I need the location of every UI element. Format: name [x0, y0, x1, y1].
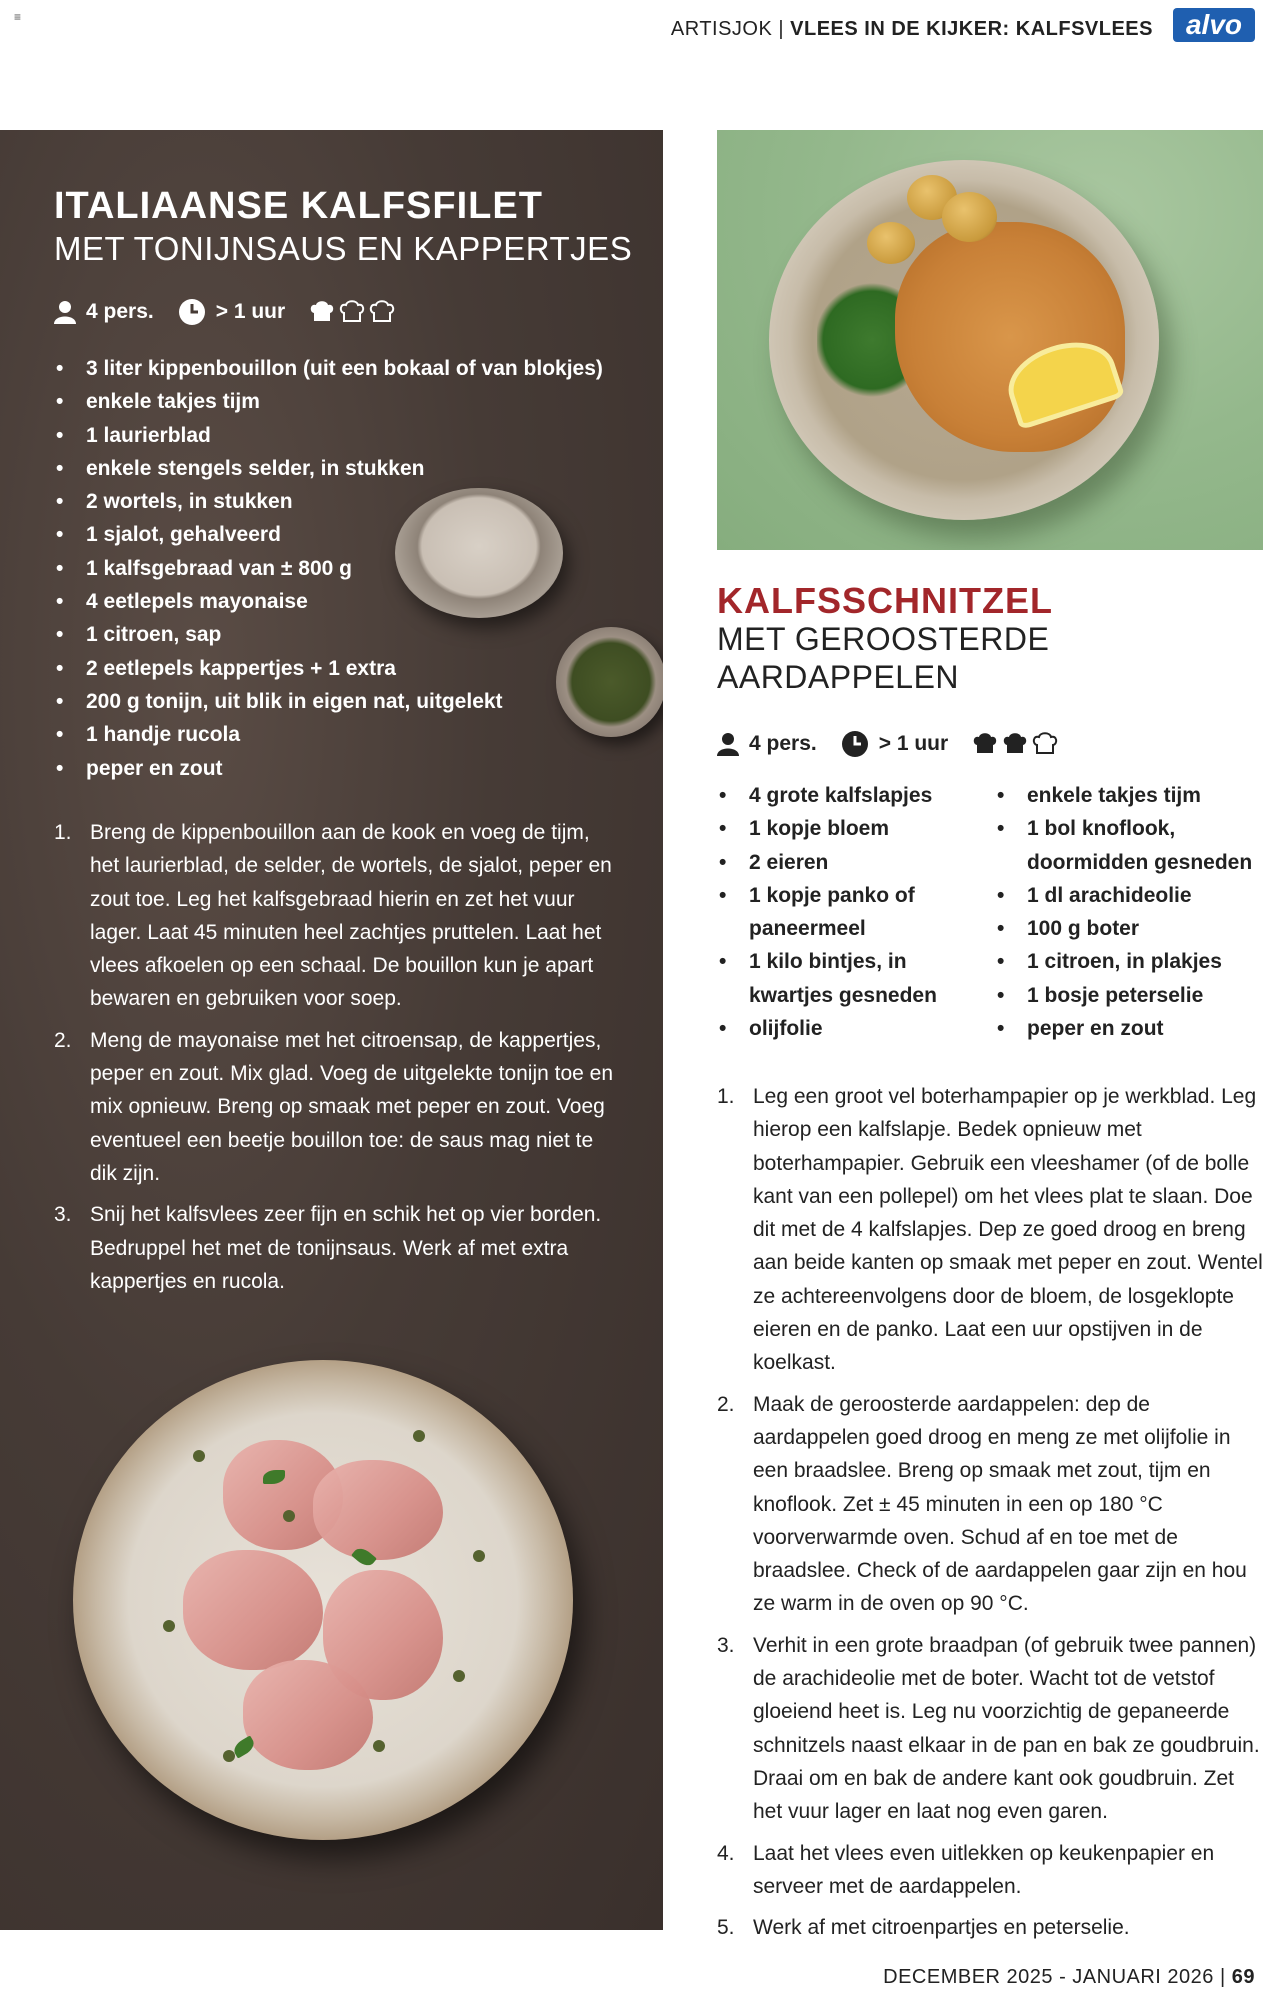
step-number: 2. [54, 1028, 72, 1052]
step-item [717, 1911, 1263, 1944]
ingredient-item: • 1 citroen, in plakjes [995, 945, 1263, 978]
step-item [54, 1024, 624, 1190]
step-text: Verhit in een grote braadpan (of gebruik twee pannen) de arachideolie met de boter. Wacht tot de vetstof gloeiend heet is. Leg nu voorzichtig de gepaneerde schnitzels naast elkaar in de pan en bak ze goudbruin. Draai om en bak de andere kant ook goudbruin. Zet het vuur lager en laat nog even garen. [753, 1633, 1260, 1824]
chef-hat-outline-icon [369, 299, 395, 325]
ingredient-item: • 200 g tonijn, uit blik in eigen nat, uitgelekt [54, 685, 603, 718]
alvo-logo [1173, 8, 1255, 42]
ingredient-item: • peper en zout [995, 1012, 1263, 1045]
step-item [717, 1080, 1263, 1380]
ingredient-item: • 4 eetlepels mayonaise [54, 585, 603, 618]
step-number: 2. [717, 1392, 735, 1416]
ingredient-item: • 1 citroen, sap [54, 618, 603, 651]
left-recipe-title: ITALIAANSE KALFSFILET [54, 185, 543, 227]
step-number: 3. [54, 1203, 72, 1227]
header-title: VLEES IN DE KIJKER: KALFSVLEES [790, 18, 1153, 40]
step-number: 5. [717, 1916, 735, 1940]
page-header [671, 18, 1153, 41]
mayonnaise-bowl-image [395, 488, 563, 618]
ingredient-item: • 4 grote kalfslapjes [717, 779, 977, 812]
right-ingredient-list-col1 [717, 779, 977, 1045]
clock-icon [178, 298, 206, 326]
right-difficulty [972, 731, 1058, 757]
ingredient-item: • enkele stengels selder, in stukken [54, 452, 603, 485]
ingredient-item: • 1 sjalot, gehalveerd [54, 518, 603, 551]
right-steps-list [717, 1080, 1263, 1952]
ingredient-item: • 1 kalfsgebraad van ± 800 g [54, 552, 603, 585]
page-number: 69 [1231, 1966, 1255, 1988]
step-number: 3. [717, 1633, 735, 1657]
step-text: Werk af met citroenpartjes en peterselie. [753, 1916, 1130, 1940]
footer-separator: | [1219, 1966, 1226, 1988]
header-separator: | [778, 18, 785, 40]
ingredient-item: • 2 wortels, in stukken [54, 485, 603, 518]
ingredient-item: • olijfolie [717, 1012, 977, 1045]
person-icon [717, 732, 739, 756]
ingredient-item: • 1 bosje peterselie [995, 979, 1263, 1012]
step-text: Maak de geroosterde aardappelen: dep de aardappelen goed droog en meng ze met olijfolie in een braadslee. Breng op smaak met zout, tijm en knoflook. Zet ± 45 minuten in een op 180 °C voorverwarmde oven. Schud af en toe met de braadslee. Check of de aardappelen gaar zijn en hou ze warm in de oven op 90 °C. [753, 1392, 1247, 1616]
page-footer [883, 1966, 1255, 1989]
ingredient-item: • 1 kilo bintjes, in kwartjes gesneden [717, 945, 977, 1012]
step-number: 1. [54, 821, 72, 844]
chef-hat-filled-icon [972, 731, 998, 757]
ingredient-item: • 1 bol knoflook, doormidden gesneden [995, 812, 1263, 879]
step-text: Meng de mayonaise met het citroensap, de kappertjes, peper en zout. Mix glad. Voeg de uitgelekte tonijn toe en mix opnieuw. Breng op smaak met peper en zout. Voeg eventueel een beetje bouillon toe: de saus mag niet te dik zijn. [90, 1028, 614, 1185]
right-recipe-subtitle: MET GEROOSTERDE AARDAPPELEN [717, 621, 1050, 695]
chef-hat-filled-icon [1002, 731, 1028, 757]
left-recipe-meta [54, 298, 395, 326]
chef-hat-filled-icon [309, 299, 335, 325]
step-item [717, 1837, 1263, 1904]
right-time: > 1 uur [878, 732, 949, 755]
ingredient-item: • 100 g boter [995, 912, 1263, 945]
right-persons: 4 pers. [749, 732, 817, 755]
step-text: Leg een groot vel boterhampapier op je werkblad. Leg hierop een kalfslapje. Bedek opnieuw met boterhampapier. Gebruik een vleeshamer (of de bolle kant van een pollepel) om het vlees plat te slaan. Doe dit met de 4 kalfslapjes. Dep ze goed droog en breng aan beide kanten op smaak met peper en zout. Wentel ze achtereenvolgens door de bloem, de losgeklopte eieren en de panko. Laat een uur opstijven in de koelkast. [753, 1085, 1263, 1375]
step-item [54, 1198, 624, 1298]
step-item [54, 816, 624, 1016]
step-number: 1. [717, 1085, 735, 1108]
ingredient-item: • 1 kopje bloem [717, 812, 977, 845]
step-text: Breng de kippenbouillon aan de kook en voeg de tijm, het laurierblad, de selder, de wortels, de sjalot, peper en zout toe. Leg het kalfsgebraad hierin en zet het vuur lager. Laat 45 minuten heel zachtjes pruttelen. Laat het vlees afkoelen op een schaal. De bouillon kun je apart bewaren en gebruiken voor soep. [90, 821, 612, 1011]
ingredient-item: • 2 eieren [717, 846, 977, 879]
left-recipe-subtitle: MET TONIJNSAUS EN KAPPERTJES [54, 230, 633, 267]
ingredient-item: • peper en zout [54, 752, 603, 785]
left-steps-list [54, 816, 624, 1306]
step-item [717, 1388, 1263, 1621]
footer-period: DECEMBER 2025 - JANUARI 2026 [883, 1966, 1214, 1988]
ingredient-item: • 1 laurierblad [54, 419, 603, 452]
ingredient-item: • enkele takjes tijm [54, 385, 603, 418]
left-difficulty [309, 299, 395, 325]
step-text: Snij het kalfsvlees zeer fijn en schik het op vier borden. Bedruppel het met de tonijnsaus. Werk af met extra kappertjes en rucola. [90, 1203, 602, 1293]
capers-bowl-image [556, 627, 663, 737]
ingredient-item: • 1 dl arachideolie [995, 879, 1263, 912]
right-recipe-title: KALFSSCHNITZEL [717, 580, 1053, 621]
step-number: 4. [717, 1841, 735, 1865]
menu-icon[interactable]: ≡ [14, 10, 22, 24]
step-text: Laat het vlees even uitlekken op keukenpapier en serveer met de aardappelen. [753, 1841, 1215, 1898]
ingredient-item: • 1 kopje panko of paneermeel [717, 879, 977, 946]
left-recipe-panel [0, 130, 663, 1930]
person-icon [54, 300, 76, 324]
logo-text: alvo [1185, 9, 1243, 40]
chef-hat-outline-icon [1032, 731, 1058, 757]
ingredient-item: • 1 handje rucola [54, 718, 603, 751]
ingredient-item: • 3 liter kippenbouillon (uit een bokaal of van blokjes) [54, 352, 603, 385]
vitello-tonnato-plate-image [73, 1360, 573, 1840]
clock-icon [841, 730, 869, 758]
ingredient-item: • 2 eetlepels kappertjes + 1 extra [54, 652, 603, 685]
header-section: ARTISJOK [670, 18, 773, 40]
left-time: > 1 uur [215, 300, 286, 323]
right-ingredient-list-col2 [995, 779, 1263, 1045]
right-recipe-meta [717, 730, 1058, 758]
chef-hat-outline-icon [339, 299, 365, 325]
left-persons: 4 pers. [86, 300, 154, 323]
step-item [717, 1629, 1263, 1829]
ingredient-item: • enkele takjes tijm [995, 779, 1263, 812]
schnitzel-photo [717, 130, 1263, 550]
